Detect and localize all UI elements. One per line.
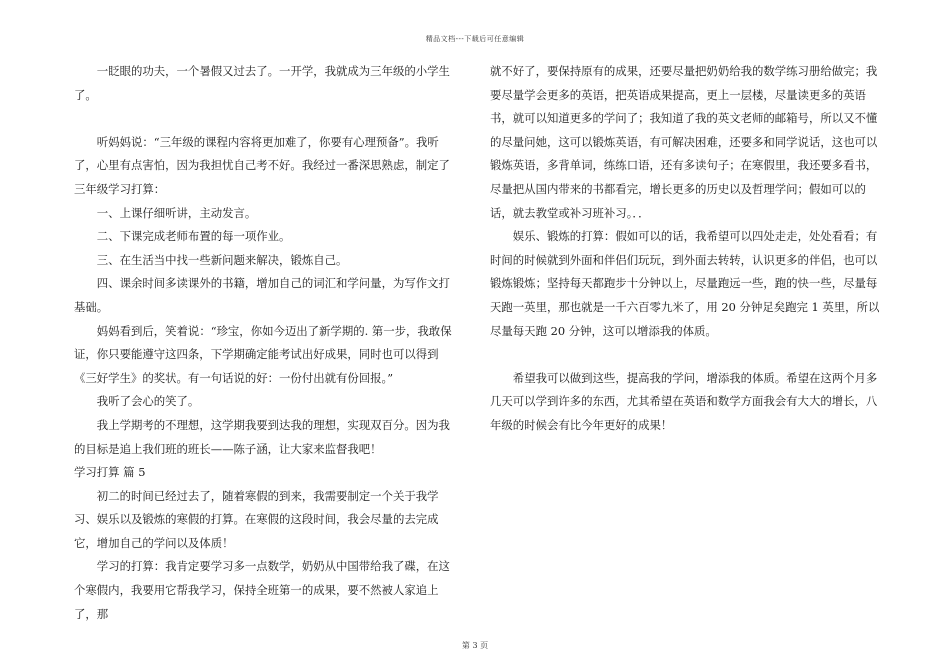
paragraph: 四、课余时间多读课外的书籍，增加自己的词汇和学问量，为写作文打基础。 — [74, 276, 450, 314]
paragraph: 我听了会心的笑了。 — [96, 394, 200, 409]
paragraph: 娱乐、锻炼的打算：假如可以的话，我希望可以四处走走，处处看看；有时间的时候就到外面和伴侣们玩玩，到外面去转转，认识更多的伴侣，也可以锻炼锻炼；坚持每天都跑步十分钟以上，尽量跑远一些，跑的快一些，尽量每天跑一英里，那也就是一千六百零九米了，用 20 分钟足矣跑完 1 英里，所以尽量每天跑 20 分钟，这可以增添我的体质。 — [490, 229, 880, 338]
paragraph: 听妈妈说：“三年级的课程内容将更加难了，你要有心理预备”。我听了，心里有点害怕，因为我担忧自己考不好。我经过一番深思熟虑，制定了三年级学习打算： — [74, 134, 450, 196]
paragraph: 一眨眼的功夫，一个暑假又过去了。一开学，我就成为三年级的小学生了。 — [74, 64, 450, 102]
right-column — [490, 60, 880, 438]
paragraph: 一、上课仔细听讲，主动发言。 — [96, 205, 257, 220]
paragraph: 妈妈看到后，笑着说：“珍宝，你如今迈出了新学期的. 第一步，我敢保证，你只要能遵守这四条，下学期确定能考试出好成果，同时也可以得到《三好学生》的奖状。有一句话说的好：一份付出就有份回报。” — [74, 323, 452, 385]
section-heading: 学习打算 篇 5 — [74, 465, 146, 480]
page-number: 第 3 页 — [461, 641, 489, 650]
paragraph: 就不好了，要保持原有的成果，还要尽量把奶奶给我的数学练习册给做完；我要尽量学会更多的英语，把英语成果提高，更上一层楼，尽量读更多的英语书，就可以知道更多的学问了；我知道了我的英文老师的邮箱号，所以又不懂的尽量问她，这可以锻炼英语，有可解决困难，还要多和同学说话，这也可以锻炼英语，多背单词，练练口语，还有多读句子；在寒假里，我还要多看书，尽量把从国内带来的书都看完，增长更多的历史以及哲理学问；假如可以的话，就去教堂或补习班补习。．． — [490, 64, 878, 220]
paragraph: 初二的时间已经过去了，随着寒假的到来，我需要制定一个关于我学习、娱乐以及锻炼的寒假的打算。在寒假的这段时间，我会尽量的去完成它，增加自己的学问以及体质！ — [74, 488, 439, 550]
paragraph: 希望我可以做到这些，提高我的学问，增添我的体质。希望在这两个月多几天可以学到许多的东西，尤其希望在英语和数学方面我会有大大的增长，八年级的时候会有比今年更好的成果！ — [490, 370, 878, 432]
paragraph: 三、在生活当中找一些新问题来解决，锻炼自己。 — [96, 252, 348, 267]
paragraph: 学习的打算：我肯定要学习多一点数学，奶奶从中国带给我了碟，在这个寒假内，我要用它帮我学习，保持全班第一的成果，要不然被人家追上了，那 — [74, 559, 450, 621]
paragraph: 我上学期考的不理想，这学期我要到达我的理想，实现双百分。因为我的目标是追上我们班的班长——陈子涵，让大家来监督我吧！ — [74, 417, 450, 456]
left-column — [74, 60, 460, 626]
paragraph: 二、下课完成老师布置的每一项作业。 — [96, 229, 291, 244]
page-header: 精品文档---下载后可任意编辑 — [425, 35, 525, 43]
